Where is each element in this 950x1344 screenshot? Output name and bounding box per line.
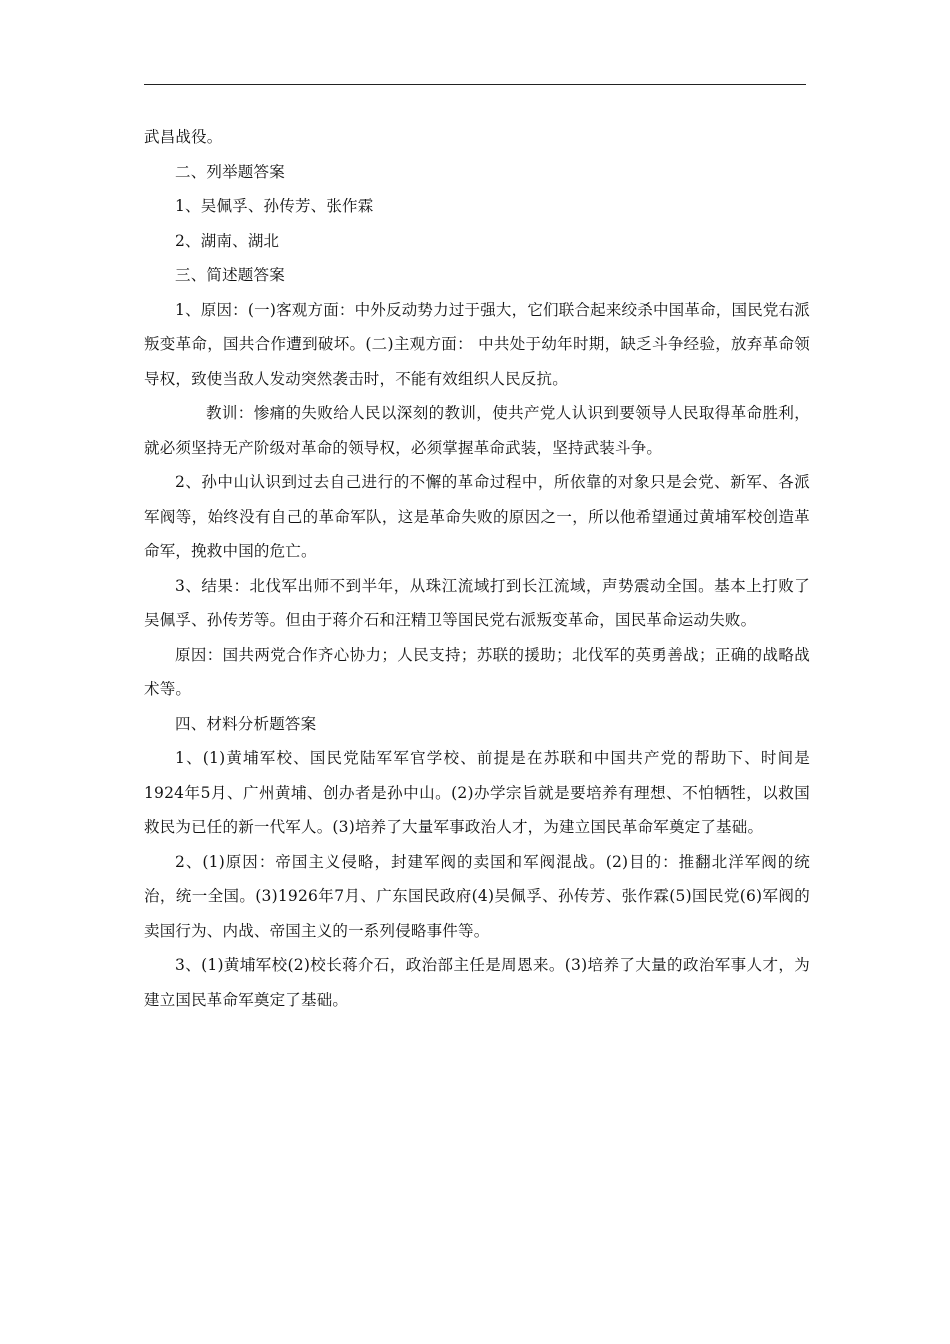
paragraph: 原因：国共两党合作齐心协力；人民支持；苏联的援助；北伐军的英勇善战；正确的战略战术等。 <box>144 645 810 698</box>
section-heading-list-answers: 二、列举题答案 <box>175 162 285 181</box>
paragraph: 3、结果：北伐军出师不到半年，从珠江流域打到长江流域，声势震动全国。基本上打败了吴佩孚、孙传芳等。但由于蒋介石和汪精卫等国民党右派叛变革命，国民革命运动失败。 <box>144 576 810 629</box>
paragraph: 1、(1)黄埔军校、国民党陆军军官学校、前提是在苏联和中国共产党的帮助下、时间是1924年5月、广州黄埔、创办者是孙中山。(2)办学宗旨就是要培养有理想、不怕牺牲，以救国救民为已任的新一代军人。(3)培养了大量军事政治人才，为建立国民革命军奠定了基础。 <box>144 749 810 836</box>
document-body <box>144 120 810 1017</box>
paragraph: 武昌战役。 <box>144 128 223 146</box>
section-heading-short-answers: 三、简述题答案 <box>175 266 285 284</box>
section-heading-material-analysis: 四、材料分析题答案 <box>175 714 317 733</box>
paragraph: 1、原因：(一)客观方面：中外反动势力过于强大，它们联合起来绞杀中国革命，国民党右派叛变革命，国共合作遭到破坏。(二)主观方面： 中共处于幼年时期，缺乏斗争经验，放弃革命领导权，致使当敌人发动突然袭击时，不能有效组织人民反抗。 <box>144 300 810 388</box>
paragraph: 1、吴佩孚、孙传芳、张作霖 <box>175 197 374 215</box>
header-rule <box>144 84 806 85</box>
paragraph: 2、(1)原因：帝国主义侵略，封建军阀的卖国和军阀混战。(2)目的：推翻北洋军阀的统治，统一全国。(3)1926年7月、广东国民政府(4)吴佩孚、孙传芳、张作霖(5)国民党(6)军阀的卖国行为、内战、帝国主义的一系列侵略事件等。 <box>144 852 810 940</box>
paragraph: 3、(1)黄埔军校(2)校长蒋介石，政治部主任是周恩来。(3)培养了大量的政治军事人才，为建立国民革命军奠定了基础。 <box>144 956 810 1009</box>
paragraph: 2、湖南、湖北 <box>175 231 280 250</box>
paragraph: 2、孙中山认识到过去自己进行的不懈的革命过程中，所依靠的对象只是会党、新军、各派军阀等，始终没有自己的革命军队，这是革命失败的原因之一，所以他希望通过黄埔军校创造革命军，挽救中国的危亡。 <box>144 473 810 560</box>
paragraph: 教训：惨痛的失败给人民以深刻的教训，使共产党人认识到要领导人民取得革命胜利，就必须坚持无产阶级对革命的领导权，必须掌握革命武装，坚持武装斗争。 <box>144 404 810 457</box>
